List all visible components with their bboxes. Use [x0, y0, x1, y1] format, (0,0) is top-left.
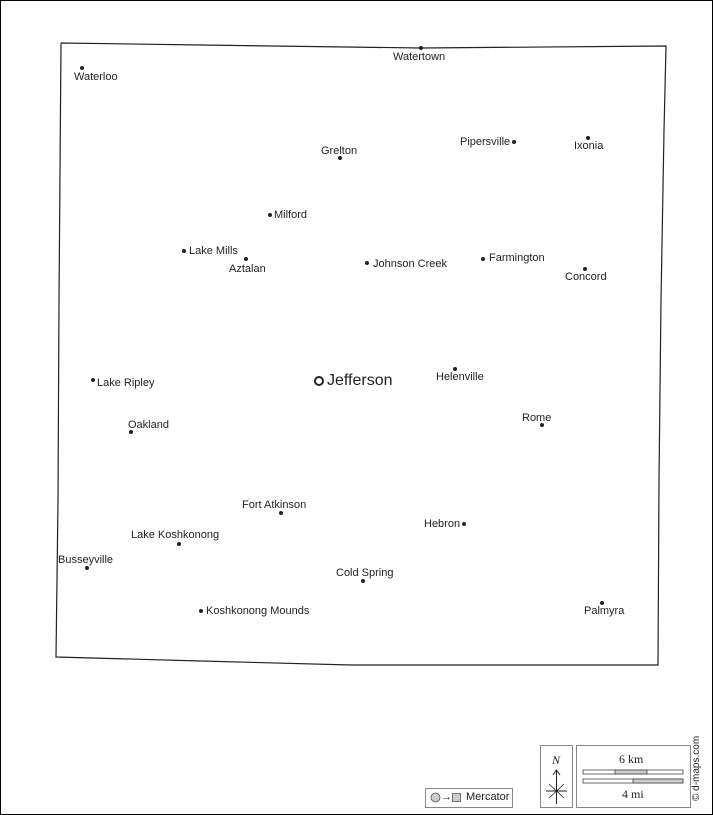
place-label: Fort Atkinson	[242, 499, 307, 511]
place-dot	[365, 261, 369, 265]
place-dot	[512, 140, 516, 144]
place-dot	[85, 566, 89, 570]
place-dot	[244, 257, 248, 261]
place-label: Lake Koshkonong	[131, 529, 220, 541]
place-label: Waterloo	[74, 71, 118, 83]
place-dot	[279, 511, 283, 515]
place-dot	[462, 522, 466, 526]
place-label: Rome	[522, 412, 552, 424]
compass-icon	[541, 746, 572, 807]
place-label: Aztalan	[229, 263, 266, 275]
place-label: Johnson Creek	[373, 258, 447, 270]
scale-mi-label: 4 mi	[622, 787, 644, 801]
place-label: Helenville	[436, 371, 484, 383]
credit-text: © d-maps.com	[691, 735, 702, 801]
place-label: Pipersville	[460, 136, 511, 148]
place-label: Hebron	[424, 518, 461, 530]
place-dot	[91, 378, 95, 382]
projection-box	[425, 788, 513, 808]
place-label: Oakland	[128, 419, 169, 431]
place-dot	[80, 66, 84, 70]
place-label: Busseyville	[58, 554, 114, 566]
place-label: Grelton	[321, 145, 358, 157]
map-sheet-icon	[452, 793, 462, 803]
county-seat-marker	[314, 376, 324, 386]
projection-arrow: →	[441, 791, 452, 803]
place-label: Koshkonong Mounds	[206, 605, 310, 617]
county-boundary	[1, 1, 713, 815]
place-label: Lake Mills	[189, 245, 238, 257]
place-label: Milford	[274, 209, 308, 221]
north-arrow-box	[540, 745, 573, 808]
scale-km-label: 6 km	[619, 752, 644, 766]
globe-icon	[430, 792, 441, 803]
place-dot	[361, 579, 365, 583]
place-label: Concord	[565, 271, 607, 283]
place-label: Cold Spring	[336, 567, 394, 579]
projection-label: Mercator	[466, 791, 510, 803]
place-label: Farmington	[489, 252, 545, 264]
place-dot	[268, 213, 272, 217]
scale-bar-box	[576, 745, 691, 808]
place-label: Ixonia	[574, 140, 604, 152]
county-seat-label: Jefferson	[327, 372, 393, 389]
place-dot	[419, 46, 423, 50]
place-dot	[177, 542, 181, 546]
place-label: Lake Ripley	[97, 377, 155, 389]
place-dot	[182, 249, 186, 253]
place-label: Palmyra	[584, 605, 625, 617]
place-label: Watertown	[393, 51, 446, 63]
north-label: N	[552, 753, 561, 767]
place-dot	[199, 609, 203, 613]
place-dot	[481, 257, 485, 261]
